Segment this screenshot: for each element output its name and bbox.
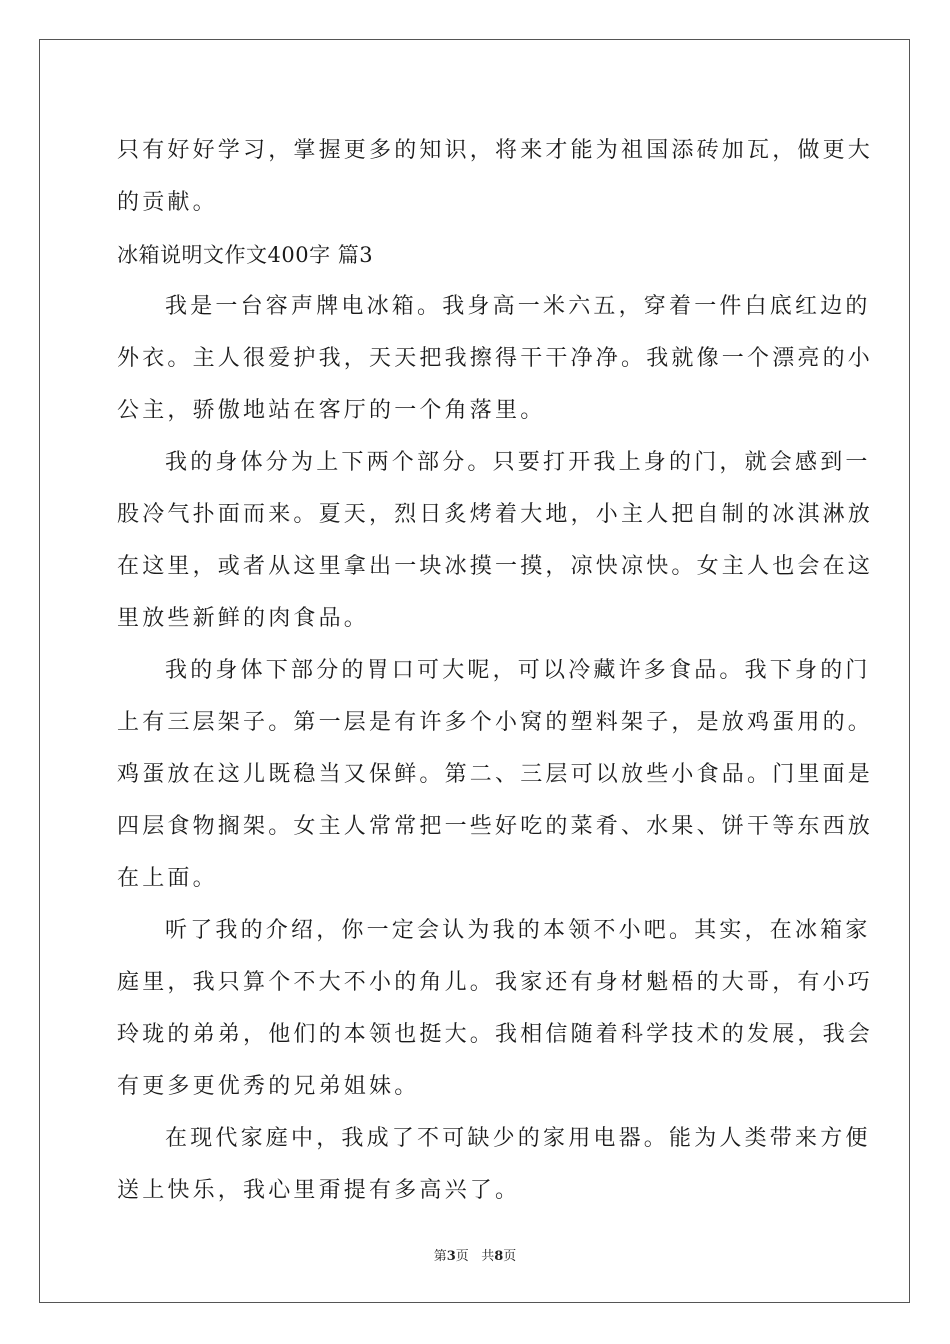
paragraph-line: 里放些新鲜的肉食品。	[117, 606, 370, 631]
paragraph-line: 四层食物搁架。女主人常常把一些好吃的菜肴、水果、饼干等东西放	[117, 814, 874, 839]
document-body	[117, 125, 874, 1217]
section-title: 冰箱说明文作文400字 篇3	[117, 243, 374, 267]
total-suffix: 页	[503, 1249, 517, 1264]
paragraph-line: 外衣。主人很爱护我，天天把我擦得干干净净。我就像一个漂亮的小	[117, 346, 874, 371]
paragraph-line: 有更多更优秀的兄弟姐妹。	[117, 1074, 420, 1099]
paragraph-line: 我的身体下部分的胃口可大呢，可以冷藏许多食品。我下身的门	[165, 658, 871, 683]
page-suffix: 页	[455, 1249, 469, 1264]
paragraph-line: 的贡献。	[117, 190, 218, 215]
paragraph-line: 在这里，或者从这里拿出一块冰摸一摸，凉快凉快。女主人也会在这	[117, 554, 874, 579]
paragraph-line: 我是一台容声牌电冰箱。我身高一米六五，穿着一件白底红边的	[165, 294, 871, 319]
page-current: 3	[446, 1249, 456, 1264]
paragraph-line: 我的身体分为上下两个部分。只要打开我上身的门，就会感到一	[165, 450, 871, 475]
paragraph-line: 听了我的介绍，你一定会认为我的本领不小吧。其实，在冰箱家	[165, 918, 871, 943]
paragraph-line: 玲珑的弟弟，他们的本领也挺大。我相信随着科学技术的发展，我会	[117, 1022, 874, 1047]
page-total: 8	[494, 1249, 504, 1264]
total-prefix: 共	[481, 1249, 495, 1264]
paragraph-line: 在现代家庭中，我成了不可缺少的家用电器。能为人类带来方便	[165, 1126, 871, 1151]
paragraph-line: 庭里，我只算个不大不小的角儿。我家还有身材魁梧的大哥，有小巧	[117, 970, 874, 995]
paragraph-line: 股冷气扑面而来。夏天，烈日炙烤着大地，小主人把自制的冰淇淋放	[117, 502, 874, 527]
paragraph-line: 在上面。	[117, 866, 218, 891]
paragraph-line: 送上快乐，我心里甭提有多高兴了。	[117, 1178, 521, 1203]
page-footer	[0, 1245, 950, 1264]
page-prefix: 第	[433, 1249, 447, 1264]
paragraph-line: 只有好好学习，掌握更多的知识，将来才能为祖国添砖加瓦，做更大	[117, 138, 874, 163]
paragraph-line: 鸡蛋放在这儿既稳当又保鲜。第二、三层可以放些小食品。门里面是	[117, 762, 874, 787]
paragraph-line: 公主，骄傲地站在客厅的一个角落里。	[117, 398, 546, 423]
paragraph-line: 上有三层架子。第一层是有许多个小窝的塑料架子，是放鸡蛋用的。	[117, 710, 874, 735]
